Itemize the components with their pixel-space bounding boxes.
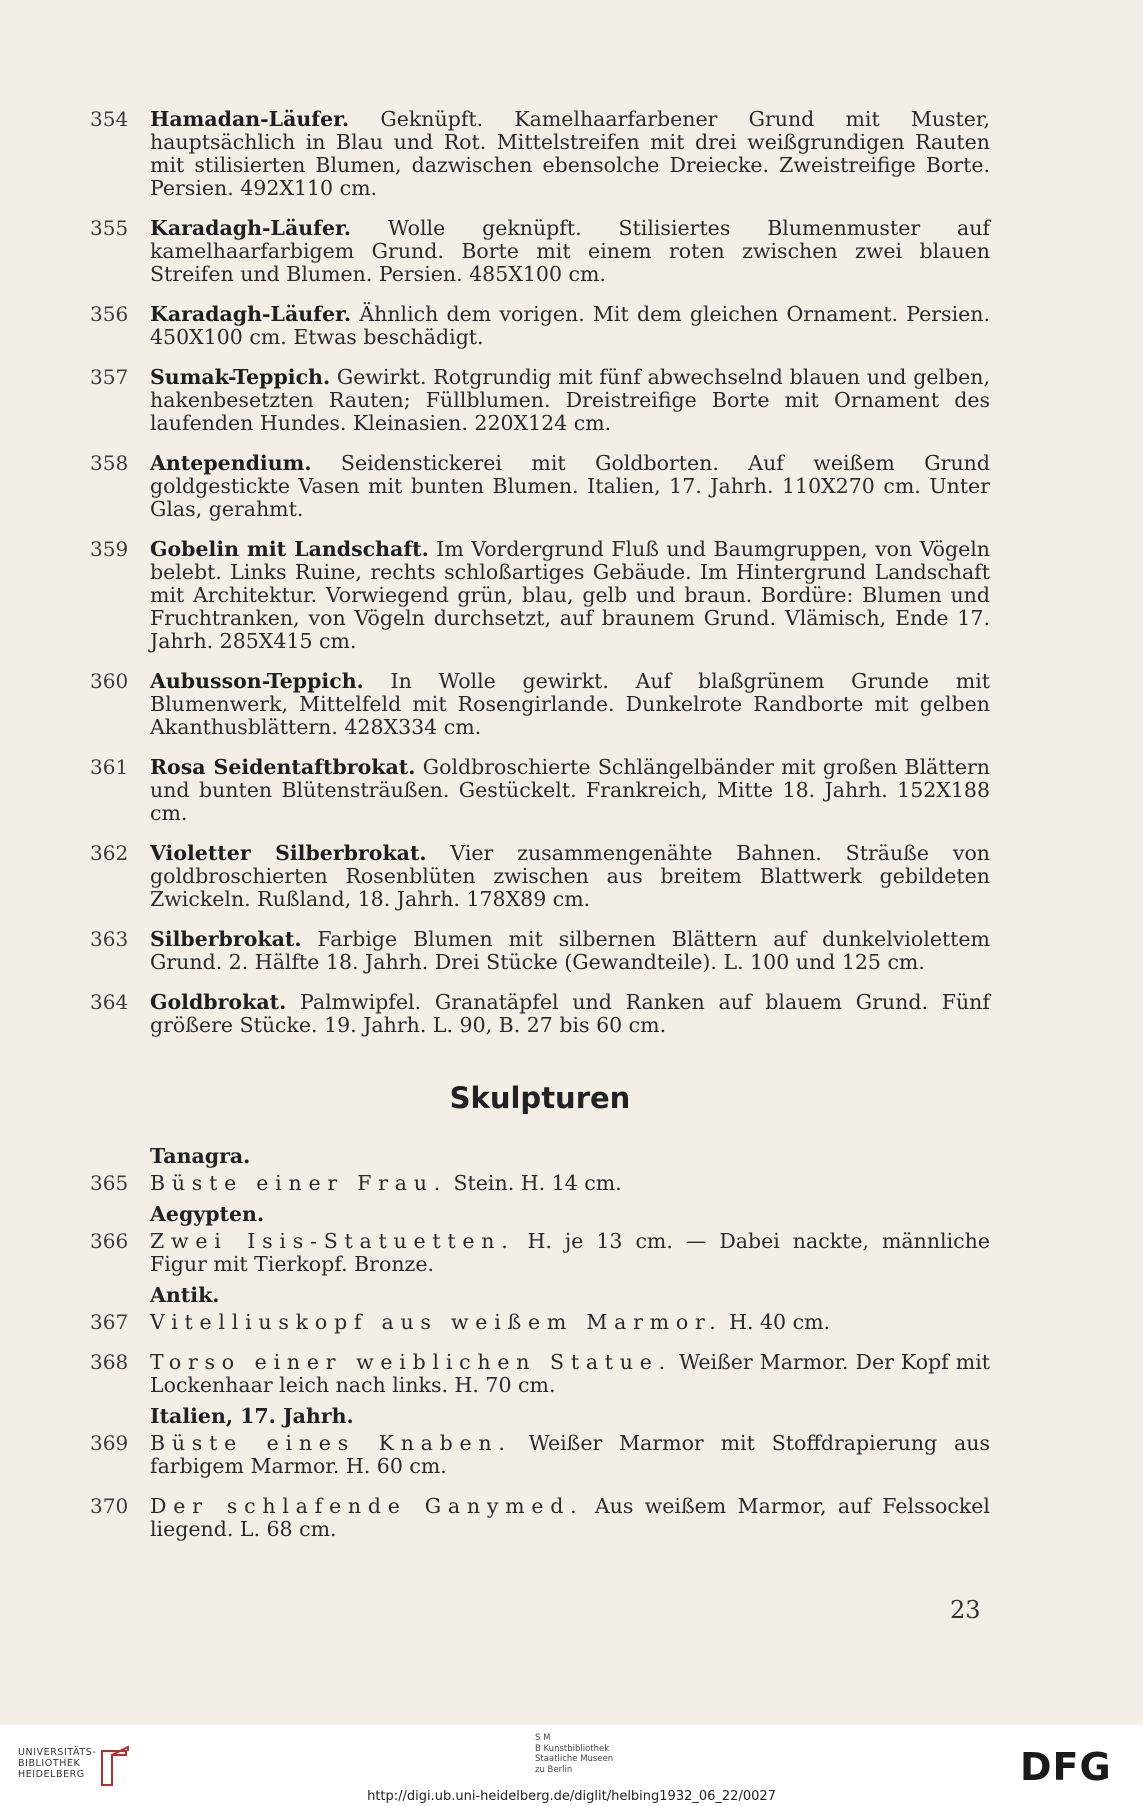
entry-number: 355 [90,216,129,240]
catalog-entry-363 [90,928,990,974]
entry-number: 366 [90,1229,129,1253]
kunstbibliothek-label: S M B Kunstbibliothek Staatliche Museen zu Berlin [535,1733,614,1775]
entry-text: Ähnlich dem vorigen. Mit dem gleichen Ornament. Persien. 450X100 cm. Etwas beschädigt. [150,302,990,349]
catalog-entry-370 [90,1495,990,1541]
catalog-entry-356 [90,303,990,349]
catalog-entry-367 [90,1311,990,1334]
catalog-entry-369 [90,1432,990,1478]
entry-title: Torso einer weiblichen Statue. [150,1350,672,1374]
entry-number: 369 [90,1431,129,1455]
subheading-antik: Antik. [150,1283,220,1307]
catalog-entry-366 [90,1230,990,1276]
entry-text: Goldbroschierte Schlängelbänder mit großen Blättern und bunten Blütensträußen. Gestückelt. Frankreich, Mitte 18. Jahrh. 152X188 cm. [150,755,990,825]
entry-text: Wolle geknüpft. Stilisiertes Blumenmuster auf kamelhaarfarbigem Grund. Borte mit einem roten zwischen zwei blauen Streifen und Blumen. Persien. 485X100 cm. [150,216,990,286]
entry-title: Büste einer Frau. [150,1171,447,1195]
entry-text: H. 40 cm. [729,1310,831,1334]
entry-number: 370 [90,1494,129,1518]
entry-title: Violetter Silberbrokat. [150,841,427,865]
entry-title: Zwei Isis-Statuetten. [150,1229,515,1253]
catalog-entry-358 [90,452,990,521]
entry-number: 356 [90,302,129,326]
entry-text: Seidenstickerei mit Goldborten. Auf weißem Grund goldgestickte Vasen mit bunten Blumen. Italien, 17. Jahrh. 110X270 cm. Unter Glas, gerahmt. [150,451,990,521]
catalog-entry-359 [90,538,990,653]
entry-title: Hamadan-Läufer. [150,107,350,131]
subheading-tanagra: Tanagra. [150,1144,251,1168]
catalog-entry-365 [90,1172,990,1195]
subheading-italien: Italien, 17. Jahrh. [150,1404,354,1428]
entry-number: 358 [90,451,129,475]
entry-title: Goldbrokat. [150,990,287,1014]
subheading-aegypten: Aegypten. [150,1202,265,1226]
university-logo-icon [98,1745,134,1789]
entry-text: H. je 13 cm. — Dabei nackte, männliche Figur mit Tierkopf. Bronze. [150,1229,990,1276]
catalog-entry-368 [90,1351,990,1397]
source-url-link[interactable]: http://digi.ub.uni-heidelberg.de/diglit/helbing1932_06_22/0027 [367,1789,776,1804]
entry-title: Silberbrokat. [150,927,302,951]
entry-text: In Wolle gewirkt. Auf blaßgrünem Grunde mit Blumenwerk, Mittelfeld mit Rosengirlande. Dunkelrote Randborte mit gelben Akanthusblättern. 428X334 cm. [150,669,990,739]
entry-title: Rosa Seidentaftbrokat. [150,755,416,779]
entry-title: Büste eines Knaben. [150,1431,512,1455]
entry-text: Weißer Marmor mit Stoffdrapierung aus farbigem Marmor. H. 60 cm. [150,1431,990,1478]
entry-text: Stein. H. 14 cm. [453,1171,622,1195]
entry-title: Vitelliuskopf aus weißem Marmor. [150,1310,723,1334]
entry-number: 359 [90,537,129,561]
entry-text: Gewirkt. Rotgrundig mit fünf abwechselnd blauen und gelben, hakenbesetzten Rauten; Füllblumen. Dreistreifige Borte mit Ornament des laufenden Hundes. Kleinasien. 220X124 cm. [150,365,990,435]
catalog-entry-364 [90,991,990,1037]
entry-text: Palmwipfel. Granatäpfel und Ranken auf blauem Grund. Fünf größere Stücke. 19. Jahrh. L. 90, B. 27 bis 60 cm. [150,990,990,1037]
catalog-entry-355 [90,217,990,286]
entry-number: 368 [90,1350,129,1374]
entry-number: 365 [90,1171,129,1195]
entry-number: 357 [90,365,129,389]
entry-number: 354 [90,107,129,131]
entry-text: Vier zusammengenähte Bahnen. Sträuße von goldbroschierten Rosenblüten zwischen aus breitem Blattwerk gebildeten Zwickeln. Rußland, 18. Jahrh. 178X89 cm. [150,841,990,911]
catalog-entry-361 [90,756,990,825]
page-number: 23 [950,1596,981,1624]
entry-text: Im Vordergrund Fluß und Baumgruppen, von Vögeln belebt. Links Ruine, rechts schloßartiges Gebäude. Im Hintergrund Landschaft mit Architektur. Vorwiegend grün, blau, gelb und braun. Bordüre: Blumen und Fruchtranken, von Vögeln durchsetzt, auf braunem Grund. Vlämisch, Ende 17. Jahrh. 285X415 cm. [150,537,990,653]
catalog-entry-360 [90,670,990,739]
section-heading: Skulpturen [449,1081,631,1115]
entry-number: 363 [90,927,129,951]
entry-number: 362 [90,841,129,865]
entry-number: 360 [90,669,129,693]
entry-text: Aus weißem Marmor, auf Felssockel liegend. L. 68 cm. [150,1494,990,1541]
entry-title: Karadagh-Läufer. [150,216,352,240]
dfg-logo: DFG [1020,1745,1112,1789]
entry-text: Weißer Marmor. Der Kopf mit Lockenhaar leich nach links. H. 70 cm. [150,1350,990,1397]
entry-title: Der schlafende Ganymed. [150,1494,584,1518]
entry-number: 361 [90,755,129,779]
entry-text: Farbige Blumen mit silbernen Blättern auf dunkelviolettem Grund. 2. Hälfte 18. Jahrh. Drei Stücke (Gewandteile). L. 100 und 125 cm. [150,927,990,974]
entry-title: Aubusson-Teppich. [150,669,364,693]
entry-text: Geknüpft. Kamelhaarfarbener Grund mit Muster, hauptsächlich in Blau und Rot. Mittelstreifen mit drei weißgrundigen Rauten mit stilisierten Blumen, dazwischen ebensolche Dreiecke. Zweistreifige Borte. Persien. 492X110 cm. [150,107,990,200]
entry-title: Karadagh-Läufer. [150,302,352,326]
catalog-entry-354 [90,108,990,200]
catalog-entry-357 [90,366,990,435]
entry-number: 364 [90,990,129,1014]
textile-entries [90,108,990,1037]
footer-bar [0,1725,1143,1806]
catalog-entry-362 [90,842,990,911]
entry-title: Sumak-Teppich. [150,365,331,389]
university-library-label: UNIVERSITÄTS- BIBLIOTHEK HEIDELBERG [18,1747,97,1780]
page-content [90,108,990,1558]
entry-title: Antependium. [150,451,312,475]
entry-title: Gobelin mit Landschaft. [150,537,429,561]
entry-number: 367 [90,1310,129,1334]
